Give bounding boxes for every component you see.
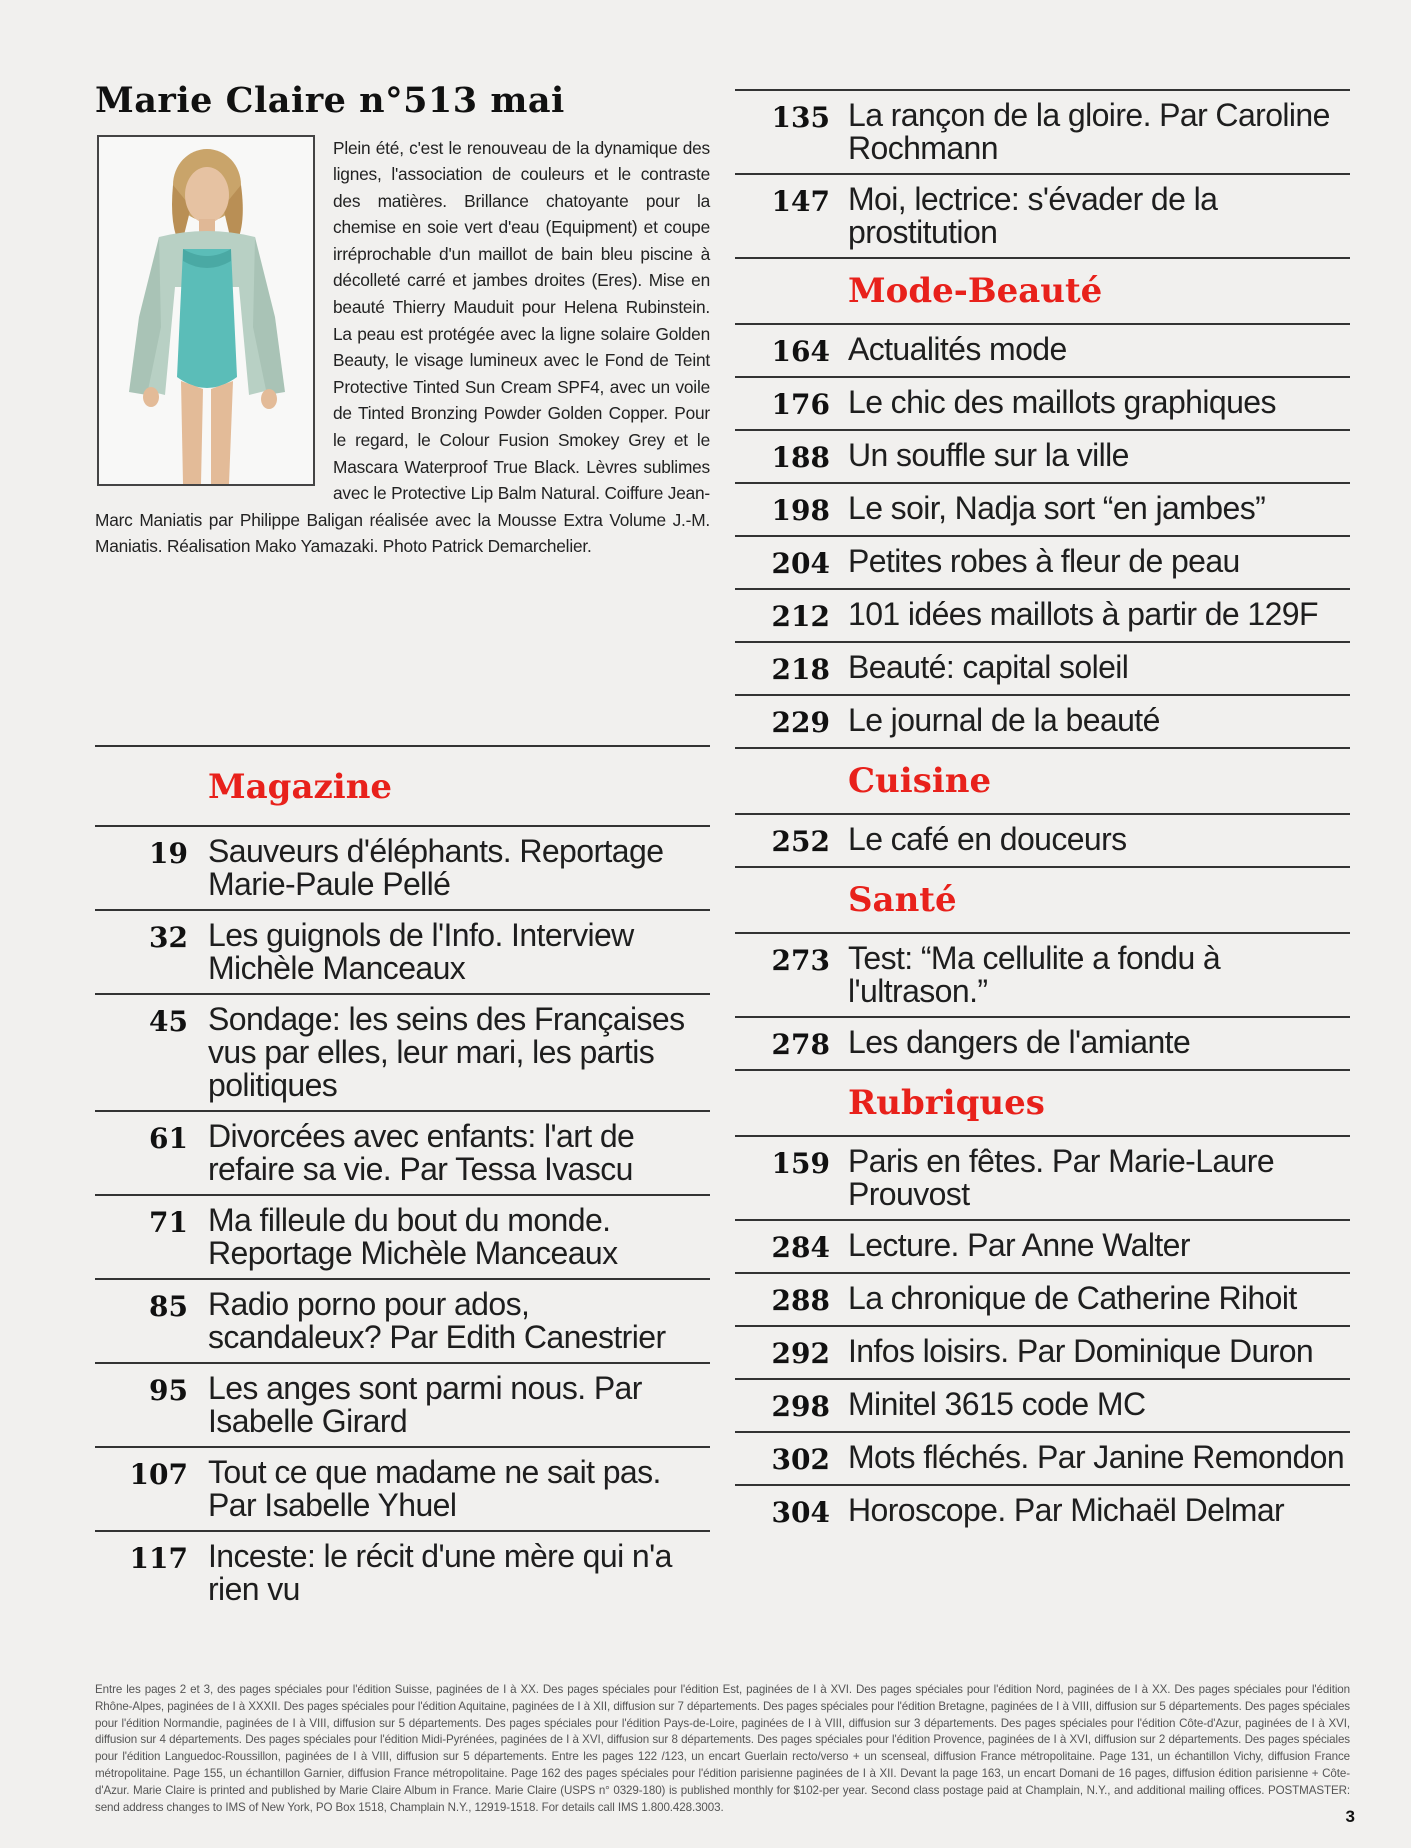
toc-entry[interactable]	[735, 1219, 1350, 1272]
page-number: 188	[771, 441, 830, 474]
entry-title: Sauveurs d'éléphants. Reportage Marie-Paule Pellé	[208, 833, 664, 902]
entry-title: Le journal de la beauté	[848, 702, 1160, 738]
toc-entry[interactable]	[735, 641, 1350, 694]
page-number: 164	[771, 335, 830, 368]
page-number: 95	[149, 1374, 188, 1407]
toc-entry[interactable]	[735, 376, 1350, 429]
page-number: 147	[771, 185, 830, 218]
entry-title: Les dangers de l'amiante	[848, 1024, 1191, 1060]
page-number: 204	[771, 547, 830, 580]
entry-title: Petites robes à fleur de peau	[848, 543, 1240, 579]
page-number: 302	[771, 1443, 830, 1476]
toc-entry[interactable]	[95, 1194, 710, 1278]
page-number: 135	[771, 101, 830, 134]
page-number: 252	[771, 825, 830, 858]
toc-entry[interactable]	[95, 909, 710, 993]
entry-title: Radio porno pour ados, scandaleux? Par Edith Canestrier	[208, 1286, 666, 1355]
page-number: 218	[771, 653, 830, 686]
entry-title: Ma filleule du bout du monde. Reportage Michèle Manceaux	[208, 1202, 618, 1271]
section-heading-rubriques: Rubriques	[848, 1083, 1045, 1123]
cover-photo	[97, 135, 315, 486]
page-number: 176	[771, 388, 830, 421]
entry-title: 101 idées maillots à partir de 129F	[848, 596, 1318, 632]
cover-model-illustration	[99, 137, 313, 484]
toc-entry[interactable]	[95, 1446, 710, 1530]
entry-title: Inceste: le récit d'une mère qui n'a rien vu	[208, 1538, 672, 1607]
entry-title: Le café en douceurs	[848, 821, 1127, 857]
entry-title: Les anges sont parmi nous. Par Isabelle Girard	[208, 1370, 642, 1439]
entry-title: Un souffle sur la ville	[848, 437, 1129, 473]
page-number: 45	[149, 1005, 188, 1038]
cover-caption: Plein été, c'est le renouveau de la dynamique des lignes, l'association de couleurs et le contraste des matières. Brillance chatoyante pour la chemise en soie vert d'eau (Equipment) et coupe irréprochable d'un maillot de bain bleu piscine à décolleté carré et jambes droites (Eres). Mise en beauté Thierry Mauduit pour Helena Rubinstein. La peau est protégée avec la ligne solaire Golden Beauty, le visage lumineux avec le Fond de Teint Protective Tinted Sun Cream SPF4, avec un voile de Tinted Bronzing Powder Golden Copper. Pour le regard, le Colour Fusion Smokey Grey et le Mascara Waterproof True Black. Lèvres sublimes avec le Protective Lip Balm Natural. Coiffure Jean-Marc Maniatis par Philippe Baligan réalisée avec la Mousse Extra Volume J.-M. Maniatis. Réalisation Mako Yamazaki. Photo Patrick Demarchelier.	[95, 137, 710, 557]
toc-entry[interactable]	[95, 1362, 710, 1446]
toc-entry[interactable]	[95, 1278, 710, 1362]
entry-title: Tout ce que madame ne sait pas. Par Isabelle Yhuel	[208, 1454, 661, 1523]
toc-entry[interactable]	[735, 932, 1350, 1016]
page-number: 229	[771, 706, 830, 739]
toc-entry[interactable]	[735, 429, 1350, 482]
edition-footnote: Entre les pages 2 et 3, des pages spéciales pour l'édition Suisse, paginées de I à XX. Des pages spéciales pour l'édition Est, paginées de I à XVI. Des pages spéciales pour l'édition Nord, paginées de I à XX. Des pages spéciales pour l'édition Rhône-Alpes, paginées de I à XXXII. Des pages spéciales pour l'édition Aquitaine, paginées de I à XII, diffusion sur 7 départements. Des pages spéciales pour l'édition Bretagne, paginées de I à VIII, diffusion sur 5 départements. Des pages spéciales pour l'édition Normandie, paginées de I à VIII, diffusion sur 5 départements. Des pages spéciales pour l'édition Pays-de-Loire, paginées de I à VIII, diffusion sur 3 départements. Des pages spéciales pour l'édition Côte-d'Azur, paginées de I à XVI, diffusion sur 4 départements. Des pages spéciales pour l'édition Midi-Pyrénées, paginées de I à XVI, diffusion sur 8 départements. Des pages spéciales pour l'édition Provence, paginées de I à XVI, diffusion sur 2 départements. Des pages spéciales pour l'édition Languedoc-Roussillon, paginées de I à VIII, diffusion sur 5 départements. Entre les pages 122 /123, un encart Guerlain recto/verso + un scenseal, diffusion France métropolitaine. Page 131, un échantillon Vichy, diffusion France métropolitaine. Page 155, un échantillon Garnier, diffusion France métropolitaine. Page 162 des pages spéciales pour l'édition parisienne paginées de I à XII. Devant la page 163, un encart Domani de 16 pages, diffusion édition parisienne + Côte-d'Azur. Marie Claire is printed and published by Marie Claire Album in France. Marie Claire (USPS n° 0329-180) is published monthly for $102-per year. Second class postage paid at Champlain, N.Y., and additional mailing offices. POSTMASTER: send address changes to IMS of New York, PO Box 1518, Champlain N.Y., 12919-1518. For details call IMS 1.800.428.3003.	[95, 1683, 1350, 1814]
toc-entry[interactable]	[735, 813, 1350, 866]
entry-title: Test: “Ma cellulite a fondu à l'ultrason.”	[848, 940, 1221, 1009]
page-number: 273	[771, 944, 830, 977]
section-heading-sante: Santé	[848, 880, 957, 920]
section-heading-magazine: Magazine	[208, 767, 393, 807]
page-number: 107	[129, 1458, 188, 1491]
cover-block	[95, 135, 710, 561]
entry-title: Divorcées avec enfants: l'art de refaire sa vie. Par Tessa Ivascu	[208, 1118, 635, 1187]
page-number: 19	[149, 837, 188, 870]
toc-entry[interactable]	[735, 588, 1350, 641]
entry-title: Sondage: les seins des Françaises vus par elles, leur mari, les partis politiques	[208, 1001, 685, 1103]
toc-entry[interactable]	[95, 825, 710, 909]
toc-entry[interactable]	[95, 1110, 710, 1194]
toc-entry[interactable]	[735, 1484, 1350, 1537]
page-number: 61	[149, 1122, 188, 1155]
cover-info	[95, 82, 710, 560]
toc-entry[interactable]	[735, 1016, 1350, 1069]
page-number: 198	[771, 494, 830, 527]
toc-entry[interactable]	[735, 89, 1350, 173]
toc-entry[interactable]	[735, 1135, 1350, 1219]
folio: 3	[1345, 1807, 1355, 1826]
entry-title: Beauté: capital soleil	[848, 649, 1129, 685]
entry-title: Moi, lectrice: s'évader de la prostitution	[848, 181, 1218, 250]
toc-entry[interactable]	[735, 1272, 1350, 1325]
toc-entry[interactable]	[735, 1378, 1350, 1431]
toc-entry[interactable]	[735, 1431, 1350, 1484]
entry-title: La rançon de la gloire. Par Caroline Rochmann	[848, 97, 1330, 166]
page-number: 71	[149, 1206, 188, 1239]
page-number: 288	[771, 1284, 830, 1317]
entry-title: Horoscope. Par Michaël Delmar	[848, 1492, 1285, 1528]
toc-entry[interactable]	[735, 173, 1350, 257]
page-number: 278	[771, 1028, 830, 1061]
toc-entry[interactable]	[735, 323, 1350, 376]
page-number: 159	[771, 1147, 830, 1180]
page-number: 85	[149, 1290, 188, 1323]
entry-title: Mots fléchés. Par Janine Remondon	[848, 1439, 1345, 1475]
toc-entry[interactable]	[735, 535, 1350, 588]
entry-title: Infos loisirs. Par Dominique Duron	[848, 1333, 1314, 1369]
entry-title: Le chic des maillots graphiques	[848, 384, 1276, 420]
entry-title: Le soir, Nadja sort “en jambes”	[848, 490, 1266, 526]
entry-title: Les guignols de l'Info. Interview Michèle Manceaux	[208, 917, 634, 986]
entry-title: La chronique de Catherine Rihoit	[848, 1280, 1297, 1316]
page-number: 292	[771, 1337, 830, 1370]
right-column	[735, 89, 1350, 1537]
entry-title: Lecture. Par Anne Walter	[848, 1227, 1190, 1263]
entry-title: Actualités mode	[848, 331, 1067, 367]
toc-entry[interactable]	[735, 482, 1350, 535]
page-number: 32	[149, 921, 188, 954]
page-number: 117	[129, 1542, 188, 1575]
page-number: 298	[771, 1390, 830, 1423]
entry-title: Paris en fêtes. Par Marie-Laure Prouvost	[848, 1143, 1275, 1212]
toc-entry[interactable]	[95, 993, 710, 1110]
section-magazine	[95, 745, 710, 1614]
page-number: 284	[771, 1231, 830, 1264]
toc-entry[interactable]	[95, 1530, 710, 1614]
page-number: 212	[771, 600, 830, 633]
toc-entry[interactable]	[735, 1325, 1350, 1378]
entry-title: Minitel 3615 code MC	[848, 1386, 1146, 1422]
section-heading-cuisine: Cuisine	[848, 761, 992, 801]
toc-entry[interactable]	[735, 694, 1350, 747]
page-number: 304	[771, 1496, 830, 1529]
section-heading-mode-beaute: Mode-Beauté	[848, 271, 1103, 311]
magazine-title: Marie Claire n°513 mai	[95, 80, 565, 121]
